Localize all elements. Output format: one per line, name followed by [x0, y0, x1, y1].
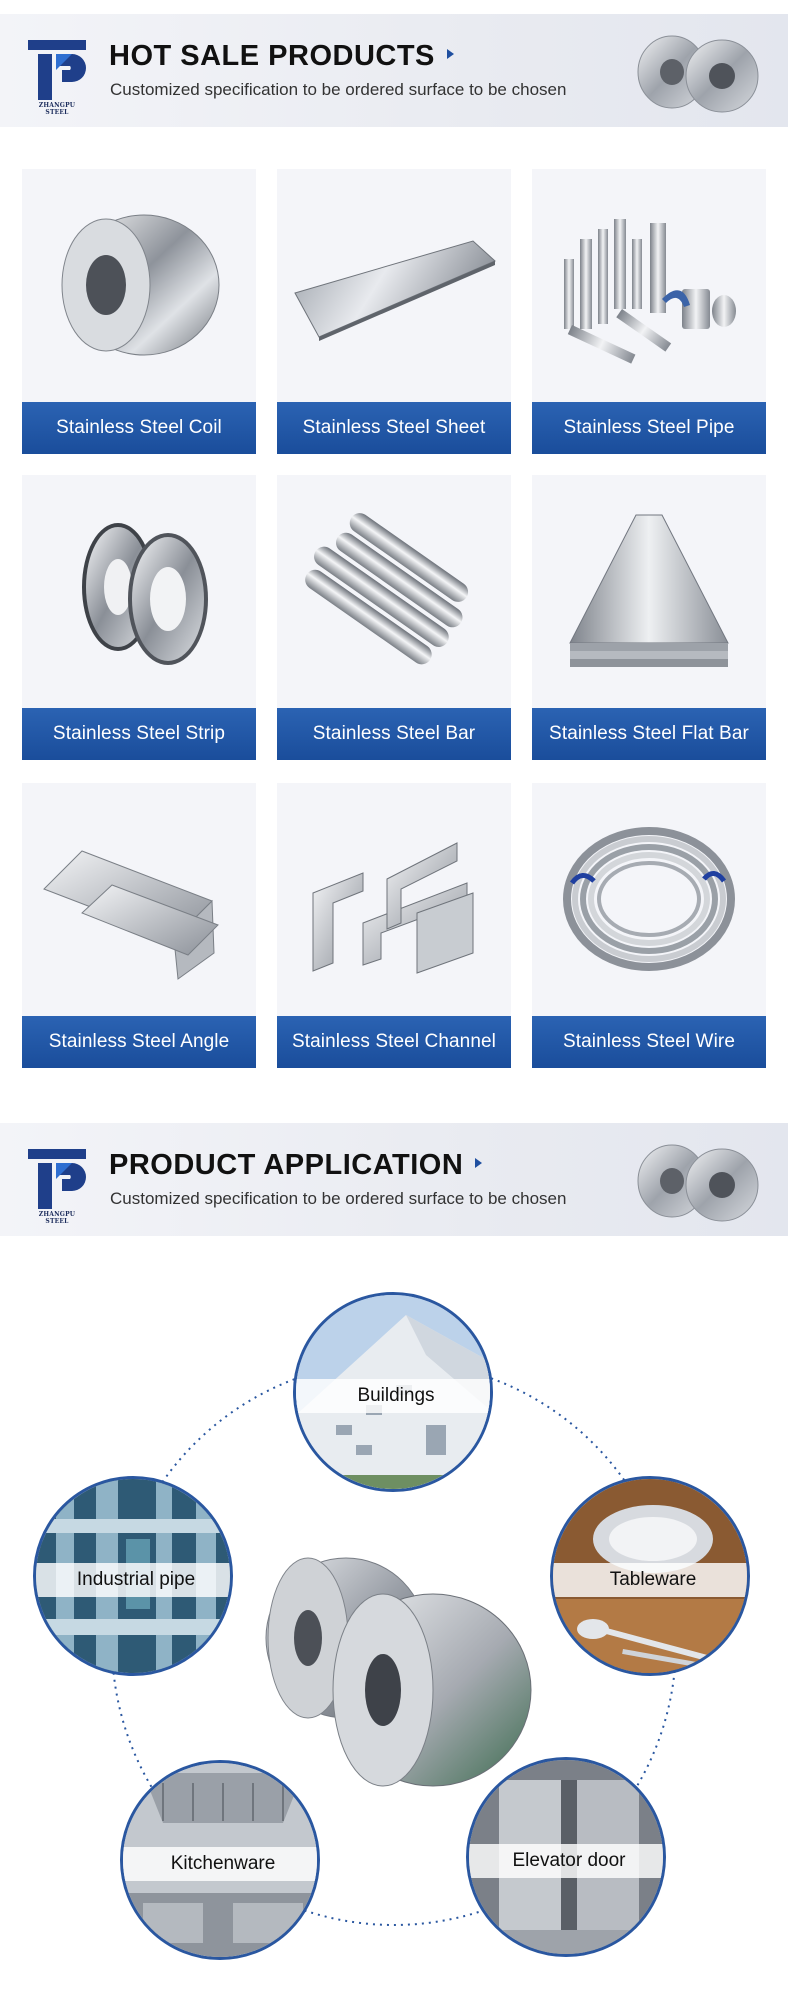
application-elevator-door[interactable] — [466, 1757, 666, 1957]
steel-coil-icon — [22, 169, 256, 401]
hot-sale-banner — [0, 14, 788, 127]
application-diagram — [0, 1236, 788, 2000]
section-title — [109, 40, 454, 73]
product-label: Stainless Steel Strip — [22, 708, 256, 760]
logo-text: ZHANGPU STEEL — [38, 102, 76, 116]
product-card-wire[interactable] — [532, 783, 766, 1068]
steel-strip-icon — [22, 475, 256, 707]
section-title-text: HOT SALE PRODUCTS — [109, 40, 435, 72]
application-label: Industrial pipe — [36, 1563, 233, 1597]
application-tableware[interactable] — [550, 1476, 750, 1676]
steel-wire-icon — [532, 783, 766, 1015]
product-card-coil[interactable] — [22, 169, 256, 454]
steel-coils-icon — [632, 1137, 764, 1225]
application-label: Tableware — [553, 1563, 750, 1597]
application-kitchenware[interactable] — [120, 1760, 320, 1960]
application-label: Buildings — [296, 1379, 493, 1413]
steel-channel-icon — [277, 783, 511, 1015]
triangle-right-icon — [447, 49, 454, 59]
product-label: Stainless Steel Channel — [277, 1016, 511, 1068]
application-label: Elevator door — [469, 1844, 666, 1878]
steel-angle-icon — [22, 783, 256, 1015]
steel-coils-icon — [632, 28, 764, 116]
application-label: Kitchenware — [123, 1847, 320, 1881]
application-industrial-pipe[interactable] — [33, 1476, 233, 1676]
product-label: Stainless Steel Wire — [532, 1016, 766, 1068]
product-label: Stainless Steel Angle — [22, 1016, 256, 1068]
product-card-strip[interactable] — [22, 475, 256, 760]
product-label: Stainless Steel Flat Bar — [532, 708, 766, 760]
product-card-pipe[interactable] — [532, 169, 766, 454]
section-subtitle: Customized specification to be ordered surface to be chosen — [110, 1189, 567, 1208]
product-card-flat-bar[interactable] — [532, 475, 766, 760]
zhangpu-logo — [28, 40, 86, 116]
steel-pipe-icon — [532, 169, 766, 401]
section-subtitle: Customized specification to be ordered surface to be chosen — [110, 80, 567, 99]
product-label: Stainless Steel Bar — [277, 708, 511, 760]
logo-text: ZHANGPU STEEL — [38, 1211, 76, 1225]
triangle-right-icon — [475, 1158, 482, 1168]
product-label: Stainless Steel Coil — [22, 402, 256, 454]
application-banner — [0, 1123, 788, 1236]
product-card-bar[interactable] — [277, 475, 511, 760]
product-label: Stainless Steel Sheet — [277, 402, 511, 454]
center-steel-coils-icon — [258, 1550, 548, 1790]
zhangpu-logo — [28, 1149, 86, 1225]
product-card-channel[interactable] — [277, 783, 511, 1068]
product-label: Stainless Steel Pipe — [532, 402, 766, 454]
steel-bar-icon — [277, 475, 511, 707]
product-card-angle[interactable] — [22, 783, 256, 1068]
steel-flat-bar-icon — [532, 475, 766, 707]
product-card-sheet[interactable] — [277, 169, 511, 454]
section-title-text: PRODUCT APPLICATION — [109, 1149, 464, 1181]
application-buildings[interactable] — [293, 1292, 493, 1492]
steel-sheet-icon — [277, 169, 511, 401]
section-title — [109, 1149, 482, 1182]
